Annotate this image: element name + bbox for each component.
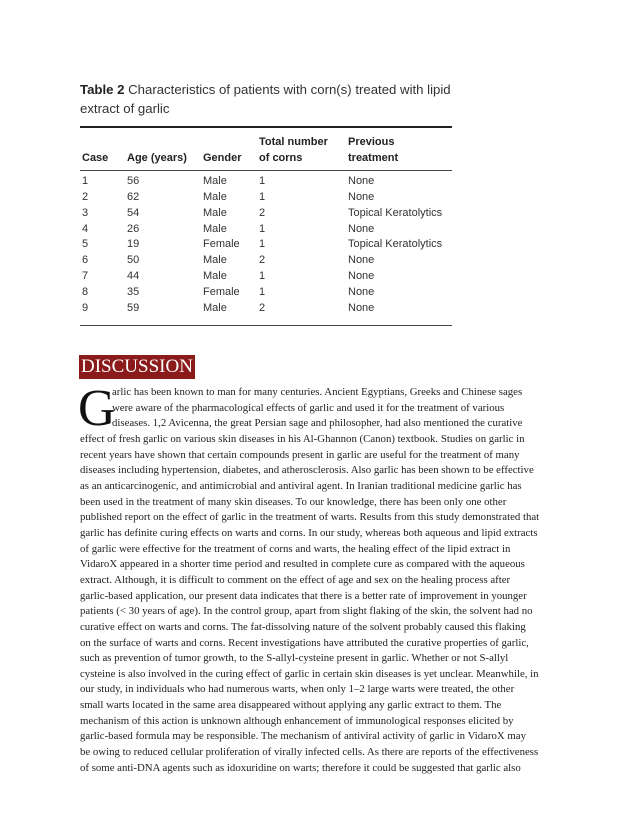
header-previous-treatment [348,134,398,166]
text-line: diseases. 1,2 Avicenna, the great Persian sage and philosopher, had also mentioned the curative [112,417,523,430]
cell-gender: Female [203,285,240,298]
text-line: extract. Although, it is difficult to comment on the effect of age and sex on the healing process after [80,573,511,586]
cell-previous-treatment: None [348,301,375,314]
text-line: garlic-based application, our present data indicates that there is a better rate of improvement in younger [80,589,527,602]
cell-case: 8 [82,285,89,298]
table-caption-line1: Characteristics of patients with corn(s) treated with lipid [128,82,451,97]
text-line: our study, in individuals who had numerous warts, when only 1–2 large warts were treated, the other [80,683,515,696]
text-line: were aware of the pharmacological effects of garlic and used it for the treatment of various [112,401,505,414]
cell-previous-treatment: None [348,270,375,283]
discussion-body [78,380,562,776]
cell-previous-treatment: None [348,222,375,235]
header-prev-line1: Previous [348,136,395,148]
text-line: VidaroX appeared in a shorter time period and resulted in complete cure as compared with the aqueous [80,558,525,571]
cell-gender: Male [203,270,227,283]
cell-gender: Female [203,238,240,251]
cell-total-corns: 1 [259,285,266,298]
cell-age: 54 [127,206,140,219]
header-prev-line2: treatment [348,152,399,164]
text-line: patients (< 30 years of age). In the control group, apart from slight flaking of the skin, the solvent had no [80,605,533,618]
table-label: Table 2 [80,82,125,97]
cell-case: 6 [82,254,89,267]
cell-previous-treatment: Topical Keratolytics [348,238,443,251]
cell-case: 4 [82,222,89,235]
text-line: mechanism of this action is unknown although enhancement of immunological responses elicited by [80,714,514,727]
cell-previous-treatment: None [348,285,375,298]
table-header-rule [80,170,452,171]
cell-total-corns: 2 [259,206,266,219]
cell-age: 62 [127,190,140,203]
cell-total-corns: 1 [259,222,266,235]
text-line: small warts located in the same area disappeared without applying any garlic extract to them. The [80,699,502,712]
cell-total-corns: 1 [259,190,266,203]
cell-gender: Male [203,190,227,203]
cell-total-corns: 1 [259,175,266,187]
cell-case: 9 [82,301,89,314]
text-line: such as prevention of tumor growth, to the S-allyl-cysteine present in garlic. Whether or not S-allyl [80,652,509,665]
cell-age: 19 [127,238,140,251]
text-line: garlic has definite curing effects on warts and corns. In our study, whereas both aqueous and lipid extracts [80,526,538,539]
cell-case: 3 [82,206,89,219]
cell-case: 2 [82,190,89,203]
text-line: of some anti-DNA agents such as idoxuridine on warts; therefore it could be suggested that garlic also [80,761,521,774]
cell-total-corns: 2 [259,301,266,314]
cell-age: 26 [127,222,140,235]
table-bottom-rule [80,325,452,326]
cell-gender: Male [203,301,227,314]
cell-case: 7 [82,270,89,283]
text-line: garlic-based formula may be responsible. The mechanism of antiviral activity of garlic in VidaroX may [80,730,526,743]
text-line: be owing to reduced cellular proliferation of virally infected cells. As there are reports of the effectiveness [80,746,539,759]
text-line: recent years have shown that certain compounds present in garlic are useful for the treatment of many [80,448,520,461]
cell-total-corns: 2 [259,254,266,267]
drop-cap: G [78,380,116,437]
cell-previous-treatment: None [348,175,375,187]
cell-previous-treatment: None [348,190,375,203]
cell-age: 56 [127,175,140,187]
header-total-corns-line1: Total number [259,136,328,148]
text-line: been used in the treatment of many skin diseases. To our knowledge, there has been only one other [80,495,507,508]
cell-gender: Male [203,206,227,219]
table-top-rule [80,126,452,128]
cell-age: 59 [127,301,140,314]
header-total-corns [259,134,328,166]
header-case: Case [82,152,109,164]
text-line: published report on the effect of garlic in the treatment of warts. Results from this study demonstrated that [80,511,540,524]
header-total-corns-line2: of corns [259,152,303,164]
header-gender: Gender [203,152,242,164]
cell-age: 44 [127,270,140,283]
cell-previous-treatment: Topical Keratolytics [348,206,443,219]
cell-total-corns: 1 [259,238,266,251]
cell-previous-treatment: None [348,254,375,267]
table-caption-line2: extract of garlic [80,101,170,116]
text-line: effect of fresh garlic on various skin diseases in his Al-Ghannon (Canon) textbook. Studies on garlic in [80,432,525,445]
cell-total-corns: 1 [259,270,266,283]
header-age: Age (years) [127,152,187,164]
text-line: of garlic were effective for the treatment of corns and warts, the healing effect of the lipid extract in [80,542,511,555]
text-line: cysteine is also involved in the curing effect of garlic in certain skin diseases is yet unclear. Meanwhile, in [80,667,539,680]
discussion-heading: DISCUSSION [81,356,193,377]
cell-age: 35 [127,285,140,298]
table-caption [80,80,480,118]
cell-gender: Male [203,254,227,267]
cell-gender: Male [203,175,227,187]
text-line: arlic has been known to man for many centuries. Ancient Egyptians, Greeks and Chinese sages [112,386,523,398]
text-line: as an anticarcinogenic, and antimicrobial and antiviral agent. In Iranian traditional medicine garlic has [80,479,522,492]
text-line: diseases including hypertension, diabetes, and atherosclerosis. Also garlic has been shown to be effective [80,464,534,477]
cell-gender: Male [203,222,227,235]
cell-case: 1 [82,175,89,187]
cell-age: 50 [127,254,140,267]
text-line: on the surface of warts and corns. Recent investigations have attributed the curative properties of garlic, [80,636,529,649]
text-line: curative effect on warts and corns. The fat-dissolving nature of the solvent probably caused this flaking [80,620,526,633]
cell-case: 5 [82,238,89,251]
